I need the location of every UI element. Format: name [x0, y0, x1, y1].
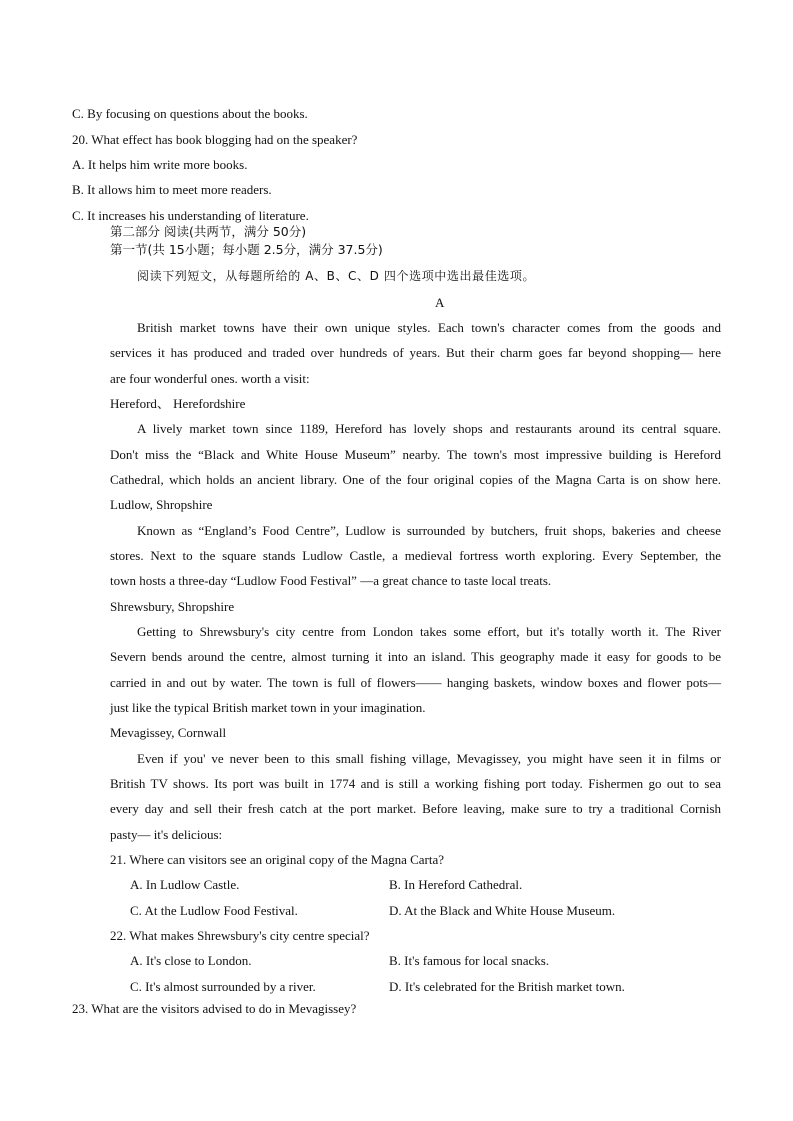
intro-line-3: are four wonderful ones. worth a visit: — [110, 371, 310, 386]
q21-stem: 21. Where can visitors see an original copy of the Magna Carta? — [110, 852, 445, 867]
q21-option-a: A. In Ludlow Castle. — [130, 877, 240, 892]
q20-option-c: C. It increases his understanding of literature. — [72, 208, 309, 223]
part2-heading: 第二部分 阅读(共两节，满分 50分) — [110, 224, 307, 239]
shrewsbury-line-3: carried in and out by water. The town is full of flowers—— hanging baskets, window boxes and flower pots— — [110, 675, 721, 690]
hereford-title: Hereford、 Herefordshire — [110, 396, 246, 411]
q20-option-a: A. It helps him write more books. — [72, 157, 248, 172]
q22-stem: 22. What makes Shrewsbury's city centre special? — [110, 928, 370, 943]
mevagissey-line-3: every day and sell their fresh catch at the port market. Before leaving, make sure to try a traditional Cornish — [110, 801, 721, 816]
q22-option-d: D. It's celebrated for the British market town. — [389, 979, 625, 994]
mevagissey-title: Mevagissey, Cornwall — [110, 725, 227, 740]
ludlow-line-2: stores. Next to the square stands Ludlow Castle, a medieval fortress worth exploring. Every September, the — [110, 548, 721, 563]
q22-option-b: B. It's famous for local snacks. — [389, 953, 550, 968]
q21-option-c: C. At the Ludlow Food Festival. — [130, 903, 298, 918]
shrewsbury-line-4: just like the typical British market town in your imagination. — [110, 700, 426, 715]
q21-option-b: B. In Hereford Cathedral. — [389, 877, 523, 892]
passage-label: A — [435, 295, 445, 310]
q20-stem: 20. What effect has book blogging had on the speaker? — [72, 132, 358, 147]
ludlow-line-3: town hosts a three-day “Ludlow Food Festival” —a great chance to taste local treats. — [110, 573, 552, 588]
mevagissey-line-4: pasty— it's delicious: — [110, 827, 223, 842]
intro-line-2: services it has produced and traded over hundreds of years. But their charm goes far beyond shopping— here — [110, 345, 721, 360]
hereford-line-1: A lively market town since 1189, Hereford has lovely shops and restaurants around its central square. — [137, 421, 721, 436]
shrewsbury-title: Shrewsbury, Shropshire — [110, 599, 235, 614]
q20-option-b: B. It allows him to meet more readers. — [72, 182, 272, 197]
ludlow-title: Ludlow, Shropshire — [110, 497, 213, 512]
q23-stem: 23. What are the visitors advised to do in Mevagissey? — [72, 1001, 357, 1016]
mevagissey-line-1: Even if you' ve never been to this small fishing village, Mevagissey, you might have seen it in films or — [137, 751, 721, 766]
instruction: 阅读下列短文，从每题所给的 A、B、C、D 四个选项中选出最佳选项。 — [137, 269, 536, 283]
q22-option-c: C. It's almost surrounded by a river. — [130, 979, 316, 994]
shrewsbury-line-2: Severn bends around the centre, almost turning it into an island. This geography made it easy for goods to be — [110, 649, 721, 664]
q22-option-a: A. It's close to London. — [130, 953, 252, 968]
shrewsbury-line-1: Getting to Shrewsbury's city centre from London takes some effort, but it's totally worth it. The River — [137, 624, 721, 639]
q21-option-d: D. At the Black and White House Museum. — [389, 903, 616, 918]
q19-option-c: C. By focusing on questions about the books. — [72, 106, 308, 121]
ludlow-line-1: Known as “England’s Food Centre”, Ludlow is surrounded by butchers, fruit shops, bakeries and cheese — [137, 523, 721, 538]
intro-line-1: British market towns have their own unique styles. Each town's character comes from the goods and — [137, 320, 721, 335]
mevagissey-line-2: British TV shows. Its port was built in 1774 and is still a working fishing port today. Fishermen go out to sea — [110, 776, 721, 791]
hereford-line-2: Don't miss the “Black and White House Museum” nearby. The town's most impressive building is Hereford — [110, 447, 721, 462]
section1-heading: 第一节(共 15小题；每小题 2.5分，满分 37.5分) — [110, 242, 383, 257]
hereford-line-3: Cathedral, which holds an ancient library. One of the four original copies of the Magna Carta is on show here. — [110, 472, 721, 487]
